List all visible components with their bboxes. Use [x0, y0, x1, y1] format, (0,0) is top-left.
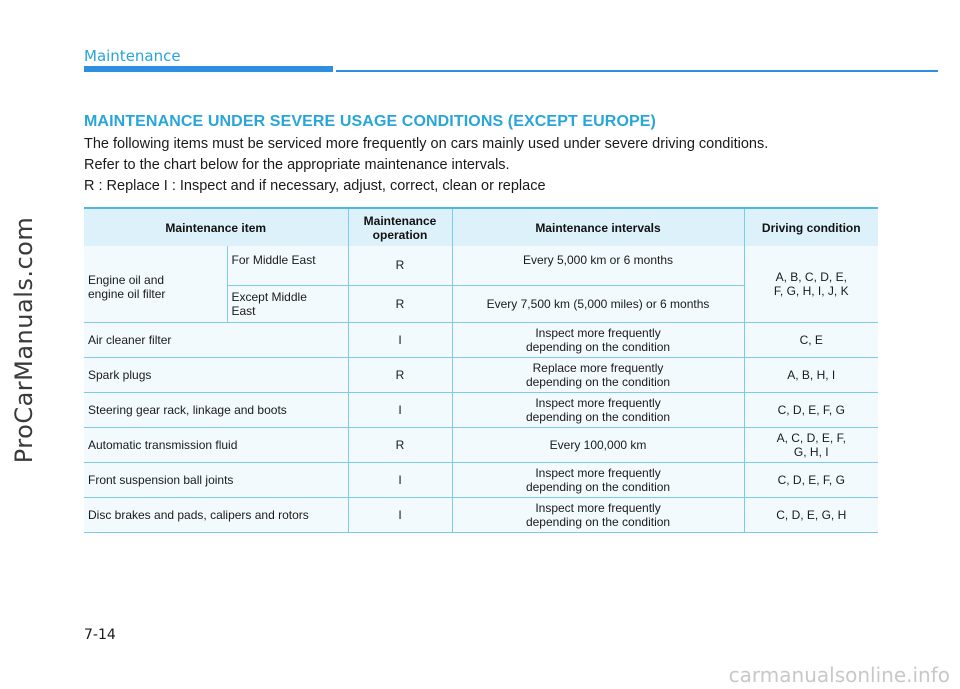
cell-interval [452, 462, 744, 497]
header-operation-line-1: Maintenance [363, 213, 437, 228]
cell-operation: I [348, 497, 452, 532]
side-watermark: ProCarManuals.com [10, 216, 38, 464]
header-rule-thin [336, 70, 938, 72]
table-row [84, 322, 878, 357]
header-maintenance-operation [348, 208, 452, 246]
interval-line-1: Replace more frequently [532, 360, 664, 375]
cell-item: Automatic transmission fluid [84, 427, 348, 462]
table-row [84, 392, 878, 427]
item-line-2: engine oil filter [88, 287, 166, 302]
interval-line-1: Inspect more frequently [535, 395, 661, 410]
interval-line-1: Inspect more frequently [535, 325, 661, 340]
cell-condition [744, 427, 878, 462]
table-row [84, 462, 878, 497]
cell-item: Steering gear rack, linkage and boots [84, 392, 348, 427]
cell-operation: I [348, 322, 452, 357]
condition-line-1: A, B, C, D, E, [775, 269, 847, 284]
cell-condition: C, D, E, F, G [744, 392, 878, 427]
interval-line-2: depending on the condition [525, 514, 671, 529]
item-line-1: Engine oil and [88, 273, 165, 288]
cell-interval [452, 497, 744, 532]
cell-region [227, 285, 348, 322]
interval-line-2: depending on the condition [525, 374, 671, 389]
interval-line-1: Inspect more frequently [535, 500, 661, 515]
cell-interval: Every 5,000 km or 6 months [452, 246, 744, 285]
bottom-watermark: carmanualsonline.info [728, 663, 950, 687]
table-row [84, 246, 878, 285]
region-line-1: Except Middle [231, 289, 307, 304]
region-line-2: East [231, 303, 256, 318]
intro-text-line-1: The following items must be serviced more frequently on cars mainly used under severe driving conditions. [84, 136, 769, 152]
cell-operation: I [348, 392, 452, 427]
cell-condition: C, D, E, F, G [744, 462, 878, 497]
cell-item: Front suspension ball joints [84, 462, 348, 497]
page-number: 7-14 [84, 627, 116, 643]
intro-text-line-2: Refer to the chart below for the appropriate maintenance intervals. [84, 157, 510, 173]
condition-line-1: A, C, D, E, F, [776, 430, 846, 445]
legend-text: R : Replace I : Inspect and if necessary, adjust, correct, clean or replace [84, 178, 546, 194]
cell-interval: Every 7,500 km (5,000 miles) or 6 months [452, 285, 744, 322]
cell-item: Disc brakes and pads, calipers and rotors [84, 497, 348, 532]
cell-condition: A, B, H, I [744, 357, 878, 392]
cell-interval [452, 322, 744, 357]
interval-line-2: depending on the condition [525, 409, 671, 424]
cell-operation: R [348, 246, 452, 285]
interval-line-1: Inspect more frequently [535, 465, 661, 480]
cell-condition [744, 246, 878, 322]
condition-line-2: F, G, H, I, J, K [773, 283, 849, 298]
page-title: MAINTENANCE UNDER SEVERE USAGE CONDITIONS (EXCEPT EUROPE) [84, 113, 656, 130]
cell-item: Spark plugs [84, 357, 348, 392]
cell-operation: I [348, 462, 452, 497]
cell-interval: Every 100,000 km [452, 427, 744, 462]
interval-line-2: depending on the condition [525, 339, 671, 354]
table-row [84, 497, 878, 532]
interval-line-2: depending on the condition [525, 479, 671, 494]
table-row [84, 357, 878, 392]
cell-operation: R [348, 285, 452, 322]
section-header-title: Maintenance [84, 47, 181, 65]
header-rule-thick [84, 66, 333, 72]
header-driving-condition: Driving condition [744, 208, 878, 246]
cell-condition: C, E [744, 322, 878, 357]
cell-item: Air cleaner filter [84, 322, 348, 357]
cell-interval [452, 392, 744, 427]
table-row [84, 427, 878, 462]
cell-interval [452, 357, 744, 392]
maintenance-table [84, 207, 878, 533]
header-operation-line-2: operation [372, 227, 428, 242]
condition-line-2: G, H, I [793, 444, 829, 459]
cell-item-engine-oil [84, 246, 227, 322]
cell-condition: C, D, E, G, H [744, 497, 878, 532]
table-header-row [84, 208, 878, 246]
cell-region: For Middle East [227, 246, 348, 285]
cell-operation: R [348, 357, 452, 392]
header-maintenance-item: Maintenance item [84, 208, 348, 246]
cell-operation: R [348, 427, 452, 462]
header-maintenance-intervals: Maintenance intervals [452, 208, 744, 246]
